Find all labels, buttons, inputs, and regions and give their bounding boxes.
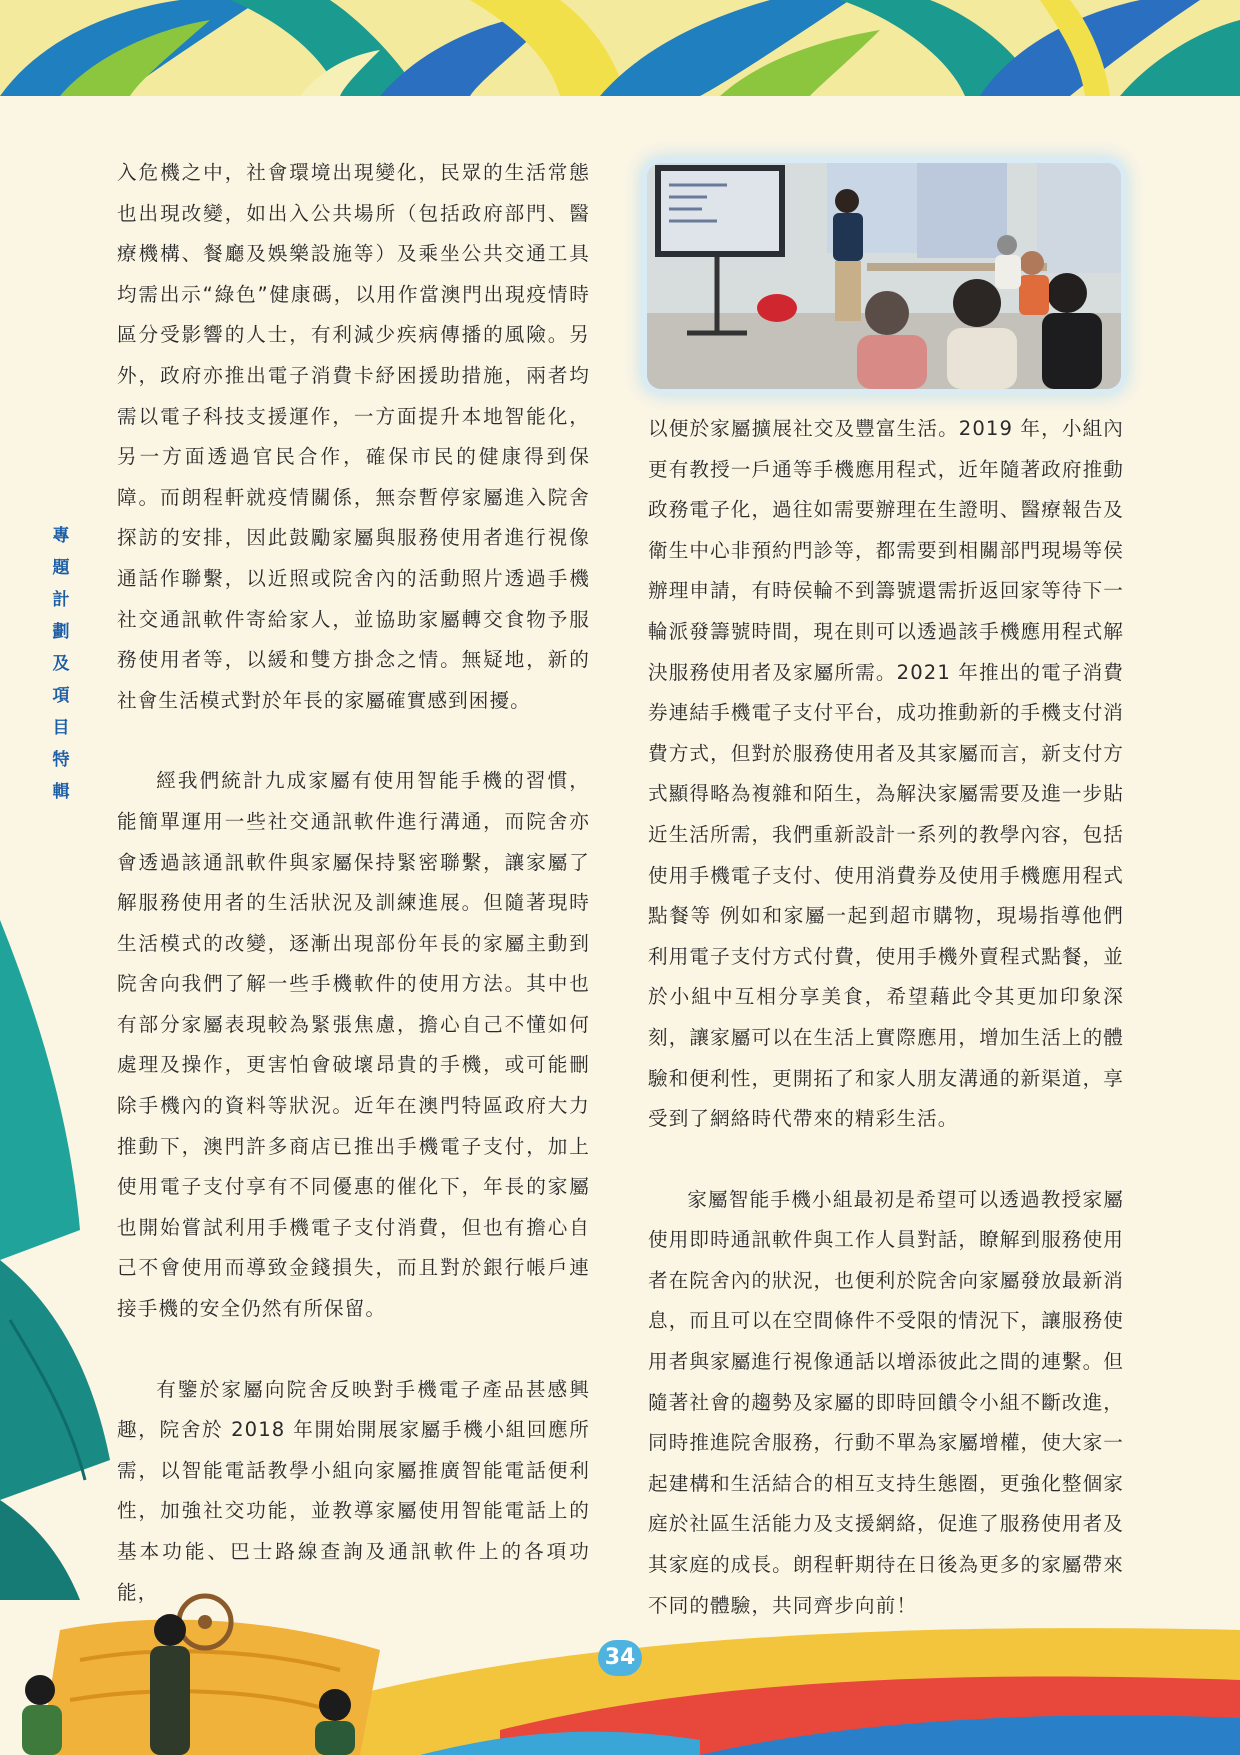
group-session-photo bbox=[647, 163, 1121, 389]
right-column bbox=[648, 409, 1124, 1626]
side-label-char: 輯 bbox=[52, 782, 70, 802]
side-label-char: 專 bbox=[52, 526, 70, 546]
paragraph: 入危機之中，社會環境出現變化，民眾的生活常態也出現改變，如出入公共場所（包括政府部門、醫療機構、餐廳及娛樂設施等）及乘坐公共交通工具均需出示“綠色”健康碼，以用作當澳門出現疫情時區分受影響的人士，有利減少疾病傳播的風險。另外，政府亦推出電子消費卡紓困援助措施，兩者均需以電子科技支援運作，一方面提升本地智能化，另一方面透過官民合作，確保市民的健康得到保障。而朗程軒就疫情關係，無奈暫停家屬進入院舍探訪的安排，因此鼓勵家屬與服務使用者進行視像通話作聯繫，以近照或院舍內的活動照片透過手機社交通訊軟件寄給家人，並協助家屬轉交食物予服務使用者等，以緩和雙方掛念之情。無疑地，新的社會生活模式對於年長的家屬確實感到困擾。 bbox=[117, 161, 590, 712]
left-column bbox=[117, 153, 590, 1613]
paragraph: 家屬智能手機小組最初是希望可以透過教授家屬使用即時通訊軟件與工作人員對話，瞭解到服務使用者在院舍內的狀況，也便利於院舍向家屬發放最新消息，而且可以在空間條件不受限的情況下，讓服務使用者與家屬進行視像通話以增添彼此之間的連繫。但隨著社會的趨勢及家屬的即時回饋令小組不斷改進，同時推進院舍服務，行動不單為家屬增權，使大家一起建構和生活結合的相互支持生態圈，更強化整個家庭於社區生活能力及支援網絡，促進了服務使用者及其家庭的成長。朗程軒期待在日後為更多的家屬帶來不同的體驗，共同齊步向前！ bbox=[648, 1187, 1124, 1617]
side-label-char: 及 bbox=[52, 654, 70, 674]
paragraph: 經我們統計九成家屬有使用智能手機的習慣，能簡單運用一些社交通訊軟件進行溝通，而院舍亦會透過該通訊軟件與家屬保持緊密聯繫，讓家屬了解服務使用者的生活狀況及訓練進展。但隨著現時生活模式的改變，逐漸出現部份年長的家屬主動到院舍向我們了解一些手機軟件的使用方法。其中也有部分家屬表現較為緊張焦慮，擔心自己不懂如何處理及操作，更害怕會破壞昂貴的手機，或可能刪除手機內的資料等狀況。近年在澳門特區政府大力推動下，澳門許多商店已推出手機電子支付，加上使用電子支付享有不同優惠的催化下，年長的家屬也開始嘗試利用手機電子支付消費，但也有擔心自己不會使用而導致金錢損失，而且對於銀行帳戶連接手機的安全仍然有所保留。 bbox=[117, 769, 590, 1321]
paragraph: 以便於家屬擴展社交及豐富生活。2019 年，小組內更有教授一戶通等手機應用程式，近年隨著政府推動政務電子化，過往如需要辦理在生證明、醫療報告及衛生中心非預約門診等，都需要到相關部門現場等侯辦理申請，有時侯輪不到籌號還需折返回家等待下一輪派發籌號時間，現在則可以透過該手機應用程式解決服務使用者及家屬所需。2021 年推出的電子消費券連結手機電子支付平台，成功推動新的手機支付消費方式，但對於服務使用者及其家屬而言，新支付方式顯得略為複雜和陌生，為解決家屬需要及進一步貼近生活所需，我們重新設計一系列的教學內容，包括使用手機電子支付、使用消費券及使用手機應用程式點餐等 例如和家屬一起到超市購物，現場指導他們利用電子支付方式付費，使用手機外賣程式點餐，並於小組中互相分享美食，希望藉此令其更加印象深刻，讓家屬可以在生活上實際應用，增加生活上的體驗和便利性，更開拓了和家人朋友溝通的新渠道，享受到了網絡時代帶來的精彩生活。 bbox=[648, 417, 1124, 1131]
page-number: 34 bbox=[598, 1640, 642, 1676]
side-label-char: 劃 bbox=[52, 622, 70, 642]
side-label-char: 目 bbox=[52, 718, 70, 738]
section-vertical-label bbox=[48, 520, 74, 808]
side-label-char: 計 bbox=[52, 590, 70, 610]
side-label-char: 題 bbox=[52, 558, 70, 578]
side-label-char: 項 bbox=[52, 686, 70, 706]
top-leaf-banner bbox=[0, 0, 1240, 96]
paragraph: 有鑒於家屬向院舍反映對手機電子產品甚感興趣，院舍於 2018 年開始開展家屬手機小組回應所需，以智能電話教學小組向家屬推廣智能電話便利性，加強社交功能，並教導家屬使用智能電話上的基本功能、巴士路線查詢及通訊軟件上的各項功能， bbox=[117, 1377, 590, 1604]
side-label-char: 特 bbox=[52, 750, 70, 770]
